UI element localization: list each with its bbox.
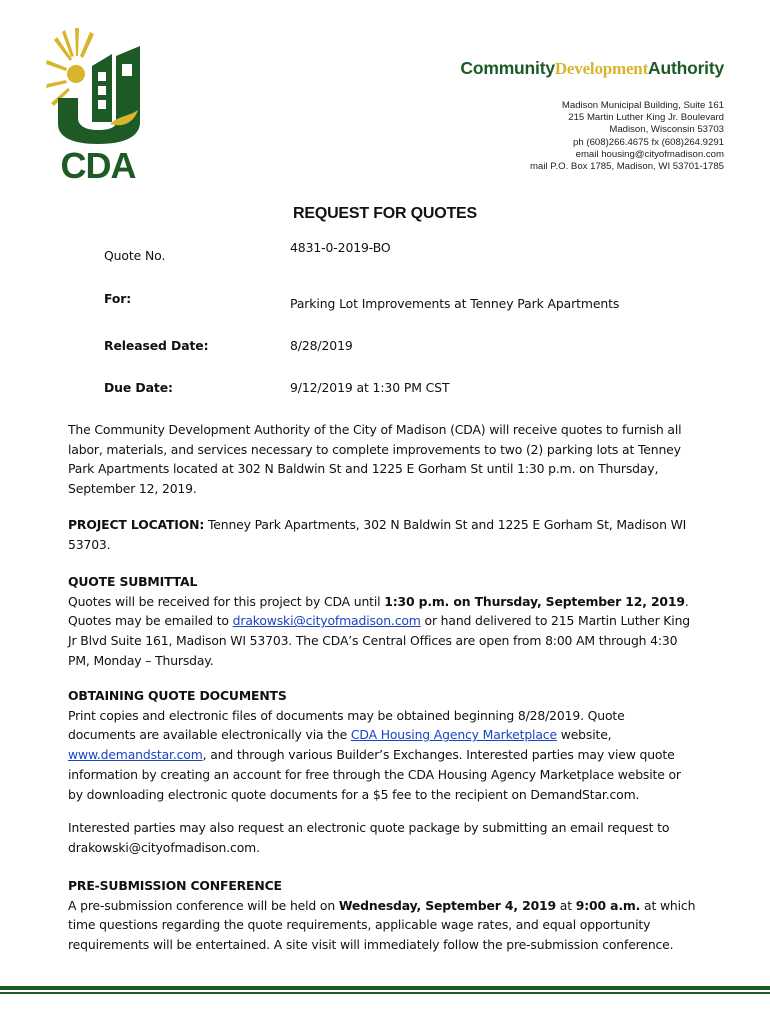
building-icon (58, 46, 140, 144)
org-name-part3: Authority (648, 58, 724, 78)
quote-submittal-section (68, 572, 708, 671)
email-link[interactable]: drakowski@cityofmadison.com (232, 613, 421, 629)
paragraph-text: website, (556, 727, 612, 743)
conference-date: Wednesday, September 4, 2019 (338, 897, 556, 913)
paragraph-line: September 12, 2019. (68, 481, 197, 497)
address-line: Madison, Wisconsin 53703 (609, 124, 724, 136)
paragraph-text: , and through various Builder’s Exchanges. Interested parties may view quote (202, 747, 675, 763)
document-title: REQUEST FOR QUOTES (293, 205, 477, 222)
email-line: email housing@cityofmadison.com (575, 148, 724, 160)
obtaining-documents-section (68, 686, 708, 804)
intro-paragraph (68, 420, 708, 499)
paragraph-line: The Community Development Authority of the City of Madison (CDA) will receive quotes to furnish all (68, 422, 682, 437)
paragraph-line: Print copies and electronic files of documents may be obtained beginning 8/28/2019. Quote (68, 707, 625, 723)
cda-logo (46, 26, 150, 182)
conference-time: 9:00 a.m. (575, 897, 641, 913)
demandstar-link[interactable]: www.demandstar.com (68, 747, 203, 763)
paragraph-line: drakowski@cityofmadison.com. (68, 839, 260, 855)
paragraph-text: at which (640, 897, 696, 913)
for-value: Parking Lot Improvements at Tenney Park Apartments (290, 296, 620, 311)
address-line: Madison Municipal Building, Suite 161 (561, 100, 724, 111)
project-location-section (68, 515, 708, 554)
address-line: 215 Martin Luther King Jr. Boulevard (568, 112, 724, 124)
mail-line: mail P.O. Box 1785, Madison, WI 53701-1785 (530, 161, 724, 173)
paragraph-text: A pre-submission conference will be held on (68, 897, 339, 913)
quote-no-value: 4831-0-2019-BO (290, 240, 391, 255)
address-block (530, 100, 724, 173)
paragraph-line: labor, materials, and services necessary to complete improvements to two (2) parking lots at Tenney (68, 441, 681, 457)
obtaining-documents-heading: OBTAINING QUOTE DOCUMENTS (68, 688, 287, 703)
paragraph-text: . (684, 593, 689, 609)
paragraph-line: Jr Blvd Suite 161, Madison WI 53703. The CDA’s Central Offices are open from 8:00 AM through 4:30 (68, 633, 678, 649)
paragraph-text: Quotes may be emailed to (68, 613, 233, 629)
paragraph-text: at (556, 897, 576, 913)
pre-submission-conference-section (68, 876, 708, 955)
paragraph-line: Interested parties may also request an electronic quote package by submitting an email request to (68, 820, 670, 835)
project-location-text: Tenney Park Apartments, 302 N Baldwin St and 1225 E Gorham St, Madison WI (204, 517, 687, 532)
paragraph-text: or hand delivered to 215 Martin Luther King (420, 613, 690, 629)
for-label: For: (104, 291, 132, 306)
quote-no-label: Quote No. (104, 248, 166, 263)
paragraph-line: 53703. (68, 536, 111, 552)
paragraph-line: Park Apartments located at 302 N Baldwin St and 1225 E Gorham St until 1:30 p.m. on Thursday, (68, 461, 659, 477)
org-name-part1: Community (460, 58, 555, 78)
paragraph-text: Quotes will be received for this project by CDA until (68, 593, 385, 609)
interested-parties-paragraph (68, 818, 708, 857)
paragraph-text: documents are available electronically via the (68, 727, 351, 743)
footer-divider (0, 986, 770, 995)
paragraph-line: PM, Monday – Thursday. (68, 652, 214, 668)
paragraph-line: information by creating an account for free through the CDA Housing Agency Marketplace website or (68, 766, 681, 782)
conference-heading: PRE-SUBMISSION CONFERENCE (68, 878, 282, 893)
logo-text: CDA (60, 145, 136, 182)
phone-line: ph (608)266.4675 fx (608)264.9291 (573, 136, 724, 148)
marketplace-link[interactable]: CDA Housing Agency Marketplace (350, 727, 557, 743)
released-date-label: Released Date: (104, 338, 209, 353)
paragraph-line: time questions regarding the quote requirements, applicable wage rates, and equal opportunity (68, 917, 651, 933)
due-date-label: Due Date: (104, 380, 173, 395)
quote-submittal-heading: QUOTE SUBMITTAL (68, 574, 198, 589)
org-name-part2: Development (554, 59, 649, 78)
paragraph-line: requirements will be entertained. A site visit will immediately follow the pre-submission conference. (68, 937, 674, 953)
paragraph-line: by downloading electronic quote documents for a $5 fee to the recipient on DemandStar.com. (68, 786, 640, 802)
deadline-text: 1:30 p.m. on Thursday, September 12, 2019 (384, 593, 685, 609)
sun-icon (46, 28, 94, 106)
released-date-value: 8/28/2019 (290, 338, 353, 353)
org-name (460, 58, 724, 79)
project-location-heading: PROJECT LOCATION: (68, 517, 205, 532)
due-date-value: 9/12/2019 at 1:30 PM CST (290, 380, 450, 395)
